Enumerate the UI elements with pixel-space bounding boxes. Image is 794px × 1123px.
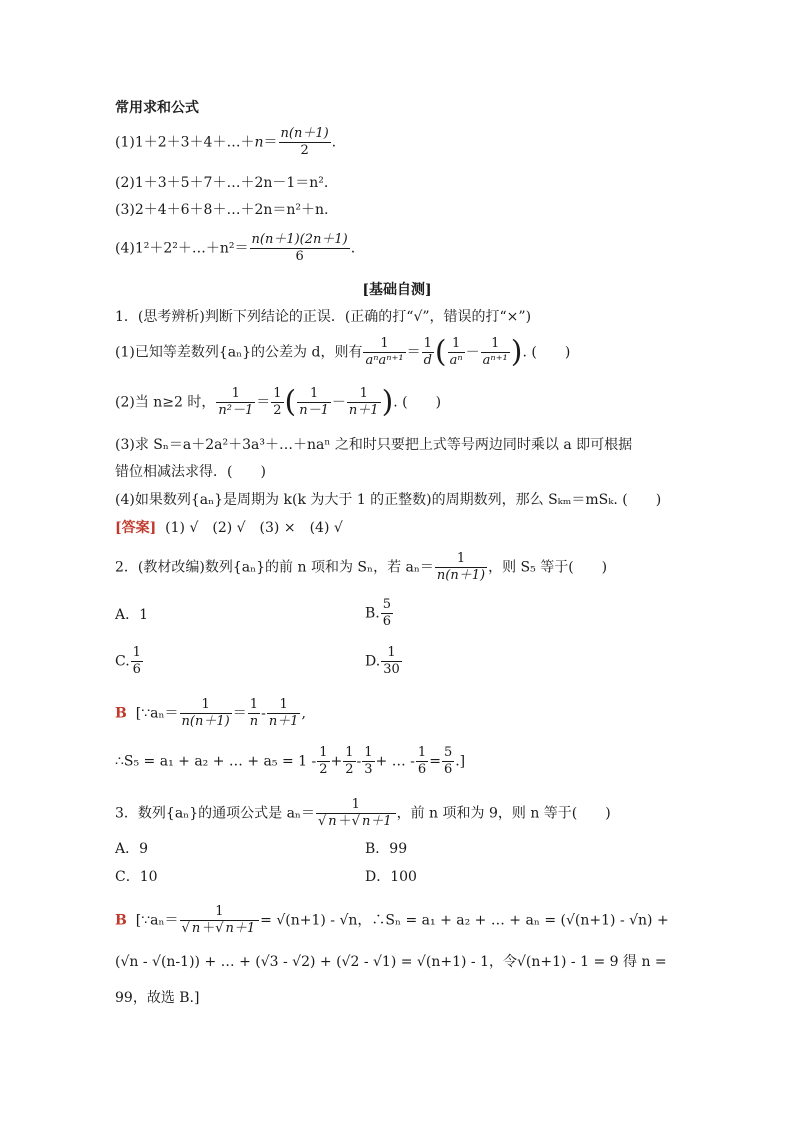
q1-statement-2: (2)当 n≥2 时， $\frac{1}{\text{n²－1}}$ ＝ $\frac{1}{2}$ ( $\frac{1}{n-1}$ － $\frac{1}{n+1}$ ). ( ) — [115, 384, 442, 420]
q1-stem: 1．(思考辨析)判断下列结论的正误．(正确的打“√”，错误的打“×”) — [115, 309, 532, 325]
self-test-heading: [基础自测] — [362, 282, 432, 298]
q1-statement-3a: (3)求 Sₙ＝a＋2a²＋3a³＋…＋naⁿ 之和时只要把上式等号两边同时乘以 a 即可根据 — [115, 437, 633, 453]
q3-option-b: B．99 — [365, 841, 408, 857]
q2-solution-line-1: B [∵aₙ＝ $\frac{1}{n(n+1)}$ ＝ $\frac{1}{n}$ - $\frac{1}{n+1}$ , — [115, 697, 306, 729]
formula-1: (1)1＋2＋3＋4＋…＋n＝ $\frac{n(n+1)}{2}$ . — [115, 126, 337, 158]
q2-option-d: D. $\frac{1}{30}$ — [365, 645, 400, 677]
q1-statement-1: (1)已知等差数列{aₙ}的公差为 d，则有 $\frac{1}{\text{aⁿaⁿ⁺¹}}$ ＝ $\frac{1}{d}$ ( $\frac{1}{\text{aⁿ}}$ － $\frac{1}{\text{aⁿ⁺¹}}$ ). ( ) — [115, 334, 571, 370]
answer-tag: [答案] — [115, 520, 157, 536]
q3-stem: 3．数列{aₙ}的通项公式是 aₙ＝ $\frac{1}{√ n +√ n+1}$ ，前 n 项和为 9，则 n 等于( ) — [115, 797, 611, 829]
q1-answer: [答案] (1) √ (2) √ (3) × (4) √ — [115, 520, 343, 536]
q3-solution-line-3: 99，故选 B.] — [115, 990, 200, 1006]
fraction: $\frac{n(n+1)(2n+1)}{6}$ — [251, 232, 348, 264]
q2-option-a: A．1 — [115, 607, 149, 623]
q3-solution-line-1: B [∵aₙ＝ $\frac{1}{√ n +√ n+1}$ = √(n+1) - √n，∴Sₙ = a₁ + a₂ + … + aₙ = (√(n+1) - √n) + — [115, 904, 669, 936]
formula-3: (3)2＋4＋6＋8＋…＋2n＝n²＋n. — [115, 202, 329, 218]
q2-option-b: B. $\frac{5}{6}$ — [365, 597, 392, 629]
formula-2: (2)1＋3＋5＋7＋…＋2n－1＝n². — [115, 175, 329, 191]
q3-option-d: D．100 — [365, 869, 417, 885]
q3-solution-line-2: (√n - √(n-1)) + … + (√3 - √2) + (√2 - √1) = √(n+1) - 1，令√(n+1) - 1 = 9 得 n = — [115, 954, 667, 970]
q2-option-c: C. $\frac{1}{6}$ — [115, 645, 141, 677]
q1-statement-4: (4)如果数列{aₙ}是周期为 k(k 为大于 1 的正整数)的周期数列，那么 Sₖₘ＝mSₖ. ( ) — [115, 492, 662, 508]
q2-stem: 2．(教材改编)数列{aₙ}的前 n 项和为 Sₙ，若 aₙ＝ $\frac{1}{n(n+1)}$ ，则 S₅ 等于( ) — [115, 551, 608, 583]
solution-letter: B — [115, 705, 127, 722]
formula-4: (4)1²＋2²＋…＋n²＝ $\frac{n(n+1)(2n+1)}{6}$ . — [115, 232, 356, 264]
fraction: $\frac{n(n+1)}{2}$ — [280, 126, 329, 158]
q1-statement-3b: 错位相减法求得．( ) — [115, 464, 266, 480]
section-title: 常用求和公式 — [115, 100, 199, 116]
q3-option-c: C．10 — [115, 869, 158, 885]
solution-letter: B — [115, 912, 127, 929]
q3-option-a: A．9 — [115, 841, 149, 857]
q2-solution-line-2: ∴S₅ = a₁ + a₂ + … + a₅ = 1 - $\frac{1}{2}$ + $\frac{1}{2}$ - $\frac{1}{3}$ + … - $\frac{1}{6}$ = $\frac{5}{6}$ .] — [115, 745, 466, 777]
